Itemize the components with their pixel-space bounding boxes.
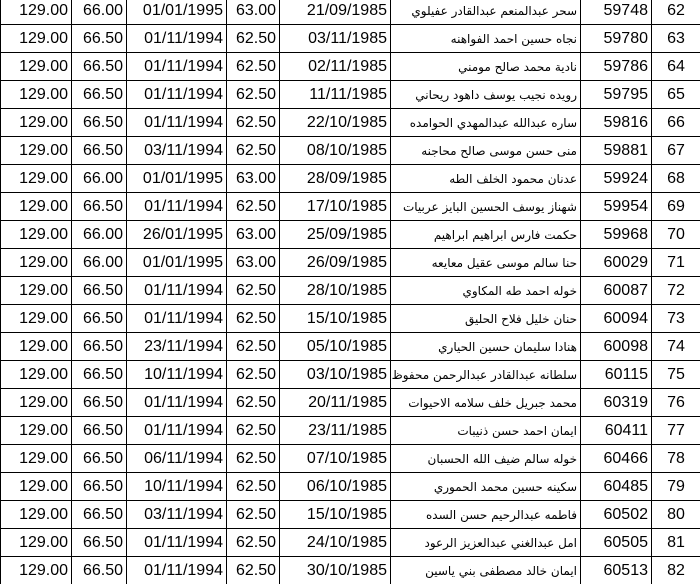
name-cell: حكمت فارس ابراهيم ابراهيم [391,221,581,249]
score1-cell: 63.00 [227,221,280,249]
seq-cell: 62 [652,0,700,25]
score2-cell: 66.00 [72,165,127,193]
seq-cell: 79 [652,473,700,501]
seq-cell: 77 [652,417,700,445]
id-cell: 60485 [581,473,652,501]
seq-cell: 68 [652,165,700,193]
id-cell: 59816 [581,109,652,137]
date2-cell: 01/01/1995 [127,165,227,193]
seq-cell: 67 [652,137,700,165]
birth-date-cell: 03/10/1985 [280,361,391,389]
seq-cell: 71 [652,249,700,277]
table-row [1,417,700,445]
score2-cell: 66.50 [72,81,127,109]
score2-cell: 66.50 [72,473,127,501]
table-row [1,109,700,137]
birth-date-cell: 26/09/1985 [280,249,391,277]
table-row [1,333,700,361]
score2-cell: 66.50 [72,137,127,165]
table-row [1,137,700,165]
name-cell: نادية محمد صالح مومني [391,53,581,81]
id-cell: 59881 [581,137,652,165]
table-row [1,221,700,249]
birth-date-cell: 22/10/1985 [280,109,391,137]
birth-date-cell: 17/10/1985 [280,193,391,221]
id-cell: 59786 [581,53,652,81]
birth-date-cell: 25/09/1985 [280,221,391,249]
name-cell: فاطمه عبدالرحيم حسن السده [391,501,581,529]
score2-cell: 66.00 [72,249,127,277]
table-row [1,165,700,193]
name-cell: سلطانه عبدالقادر عبدالرحمن محفوظ [391,361,581,389]
seq-cell: 80 [652,501,700,529]
table-row [1,557,700,584]
total-cell: 129.00 [1,445,72,473]
table-body [1,0,700,584]
score1-cell: 62.50 [227,445,280,473]
table-row [1,25,700,53]
date2-cell: 03/11/1994 [127,501,227,529]
name-cell: نجاه حسين احمد الفواهنه [391,25,581,53]
total-cell: 129.00 [1,501,72,529]
table-row [1,473,700,501]
score2-cell: 66.50 [72,361,127,389]
date2-cell: 01/11/1994 [127,193,227,221]
score1-cell: 62.50 [227,389,280,417]
total-cell: 129.00 [1,389,72,417]
date2-cell: 01/11/1994 [127,305,227,333]
score1-cell: 63.00 [227,165,280,193]
score1-cell: 62.50 [227,137,280,165]
birth-date-cell: 28/09/1985 [280,165,391,193]
seq-cell: 74 [652,333,700,361]
score2-cell: 66.50 [72,25,127,53]
id-cell: 60098 [581,333,652,361]
score1-cell: 62.50 [227,109,280,137]
seq-cell: 73 [652,305,700,333]
date2-cell: 01/11/1994 [127,557,227,584]
name-cell: ايمان خالد مصطفى بني ياسين [391,557,581,584]
name-cell: هنادا سليمان حسين الحياري [391,333,581,361]
seq-cell: 63 [652,25,700,53]
name-cell: ايمان احمد حسن ذنيبات [391,417,581,445]
id-cell: 59780 [581,25,652,53]
table-row [1,445,700,473]
score1-cell: 62.50 [227,277,280,305]
score2-cell: 66.50 [72,529,127,557]
date2-cell: 01/11/1994 [127,25,227,53]
seq-cell: 81 [652,529,700,557]
id-cell: 60115 [581,361,652,389]
table-row [1,529,700,557]
total-cell: 129.00 [1,557,72,584]
birth-date-cell: 28/10/1985 [280,277,391,305]
date2-cell: 01/11/1994 [127,277,227,305]
name-cell: شهناز يوسف الحسين البايز عربيات [391,193,581,221]
score1-cell: 62.50 [227,361,280,389]
score2-cell: 66.50 [72,389,127,417]
score2-cell: 66.50 [72,193,127,221]
score2-cell: 66.50 [72,305,127,333]
date2-cell: 06/11/1994 [127,445,227,473]
table-row [1,53,700,81]
score1-cell: 62.50 [227,333,280,361]
id-cell: 60466 [581,445,652,473]
total-cell: 129.00 [1,305,72,333]
total-cell: 129.00 [1,193,72,221]
date2-cell: 01/11/1994 [127,389,227,417]
birth-date-cell: 06/10/1985 [280,473,391,501]
table-row [1,193,700,221]
seq-cell: 65 [652,81,700,109]
date2-cell: 01/11/1994 [127,109,227,137]
date2-cell: 01/11/1994 [127,53,227,81]
score1-cell: 62.50 [227,529,280,557]
score1-cell: 62.50 [227,25,280,53]
name-cell: منى حسن موسى صالح محاجنه [391,137,581,165]
birth-date-cell: 11/11/1985 [280,81,391,109]
table-row [1,361,700,389]
score2-cell: 66.50 [72,277,127,305]
name-cell: امل عبدالغني عبدالعزيز الرعود [391,529,581,557]
id-cell: 60319 [581,389,652,417]
score1-cell: 63.00 [227,249,280,277]
date2-cell: 01/01/1995 [127,249,227,277]
name-cell: حنان خليل فلاح الحليق [391,305,581,333]
seq-cell: 66 [652,109,700,137]
total-cell: 129.00 [1,109,72,137]
birth-date-cell: 02/11/1985 [280,53,391,81]
birth-date-cell: 24/10/1985 [280,529,391,557]
birth-date-cell: 20/11/1985 [280,389,391,417]
birth-date-cell: 30/10/1985 [280,557,391,584]
date2-cell: 01/11/1994 [127,417,227,445]
score2-cell: 66.50 [72,445,127,473]
id-cell: 60029 [581,249,652,277]
name-cell: عدنان محمود الخلف الطه [391,165,581,193]
total-cell: 129.00 [1,0,72,25]
table-row [1,501,700,529]
score1-cell: 62.50 [227,81,280,109]
id-cell: 60513 [581,557,652,584]
score2-cell: 66.00 [72,0,127,25]
birth-date-cell: 08/10/1985 [280,137,391,165]
date2-cell: 03/11/1994 [127,137,227,165]
name-cell: خوله احمد طه المكاوي [391,277,581,305]
score2-cell: 66.50 [72,109,127,137]
birth-date-cell: 21/09/1985 [280,0,391,25]
score2-cell: 66.50 [72,417,127,445]
score1-cell: 63.00 [227,0,280,25]
date2-cell: 26/01/1995 [127,221,227,249]
seq-cell: 75 [652,361,700,389]
date2-cell: 23/11/1994 [127,333,227,361]
total-cell: 129.00 [1,249,72,277]
total-cell: 129.00 [1,333,72,361]
seq-cell: 70 [652,221,700,249]
total-cell: 129.00 [1,361,72,389]
total-cell: 129.00 [1,81,72,109]
id-cell: 60505 [581,529,652,557]
total-cell: 129.00 [1,529,72,557]
table-row [1,81,700,109]
name-cell: محمد جبريل خلف سلامه الاحيوات [391,389,581,417]
total-cell: 129.00 [1,221,72,249]
score2-cell: 66.50 [72,333,127,361]
score2-cell: 66.00 [72,221,127,249]
seq-cell: 82 [652,557,700,584]
birth-date-cell: 15/10/1985 [280,501,391,529]
id-cell: 60087 [581,277,652,305]
id-cell: 59748 [581,0,652,25]
name-cell: سكينه حسين محمد الحموري [391,473,581,501]
id-cell: 60094 [581,305,652,333]
birth-date-cell: 03/11/1985 [280,25,391,53]
seq-cell: 72 [652,277,700,305]
table-row [1,389,700,417]
name-cell: سحر عبدالمنعم عبدالقادر عفيلوي [391,0,581,25]
birth-date-cell: 07/10/1985 [280,445,391,473]
id-cell: 59954 [581,193,652,221]
date2-cell: 01/01/1995 [127,0,227,25]
score2-cell: 66.50 [72,501,127,529]
date2-cell: 10/11/1994 [127,473,227,501]
total-cell: 129.00 [1,53,72,81]
score2-cell: 66.50 [72,53,127,81]
birth-date-cell: 05/10/1985 [280,333,391,361]
date2-cell: 01/11/1994 [127,81,227,109]
total-cell: 129.00 [1,25,72,53]
score1-cell: 62.50 [227,193,280,221]
id-cell: 59795 [581,81,652,109]
score1-cell: 62.50 [227,53,280,81]
name-cell: ساره عبدالله عبدالمهدي الحوامده [391,109,581,137]
score1-cell: 62.50 [227,417,280,445]
id-cell: 60411 [581,417,652,445]
table-row [1,0,700,25]
table-row [1,305,700,333]
score1-cell: 62.50 [227,557,280,584]
birth-date-cell: 23/11/1985 [280,417,391,445]
seq-cell: 78 [652,445,700,473]
seq-cell: 69 [652,193,700,221]
id-cell: 59924 [581,165,652,193]
total-cell: 129.00 [1,417,72,445]
id-cell: 59968 [581,221,652,249]
total-cell: 129.00 [1,277,72,305]
table-row [1,249,700,277]
score1-cell: 62.50 [227,305,280,333]
birth-date-cell: 15/10/1985 [280,305,391,333]
table-row [1,277,700,305]
date2-cell: 10/11/1994 [127,361,227,389]
name-cell: حنا سالم موسى عقيل معايعه [391,249,581,277]
score1-cell: 62.50 [227,501,280,529]
seq-cell: 64 [652,53,700,81]
total-cell: 129.00 [1,137,72,165]
name-cell: خوله سالم ضيف الله الحسبان [391,445,581,473]
seq-cell: 76 [652,389,700,417]
id-cell: 60502 [581,501,652,529]
total-cell: 129.00 [1,165,72,193]
score1-cell: 62.50 [227,473,280,501]
name-cell: رويده نجيب يوسف داهود ريحاني [391,81,581,109]
date2-cell: 01/11/1994 [127,529,227,557]
total-cell: 129.00 [1,473,72,501]
score2-cell: 66.50 [72,557,127,584]
